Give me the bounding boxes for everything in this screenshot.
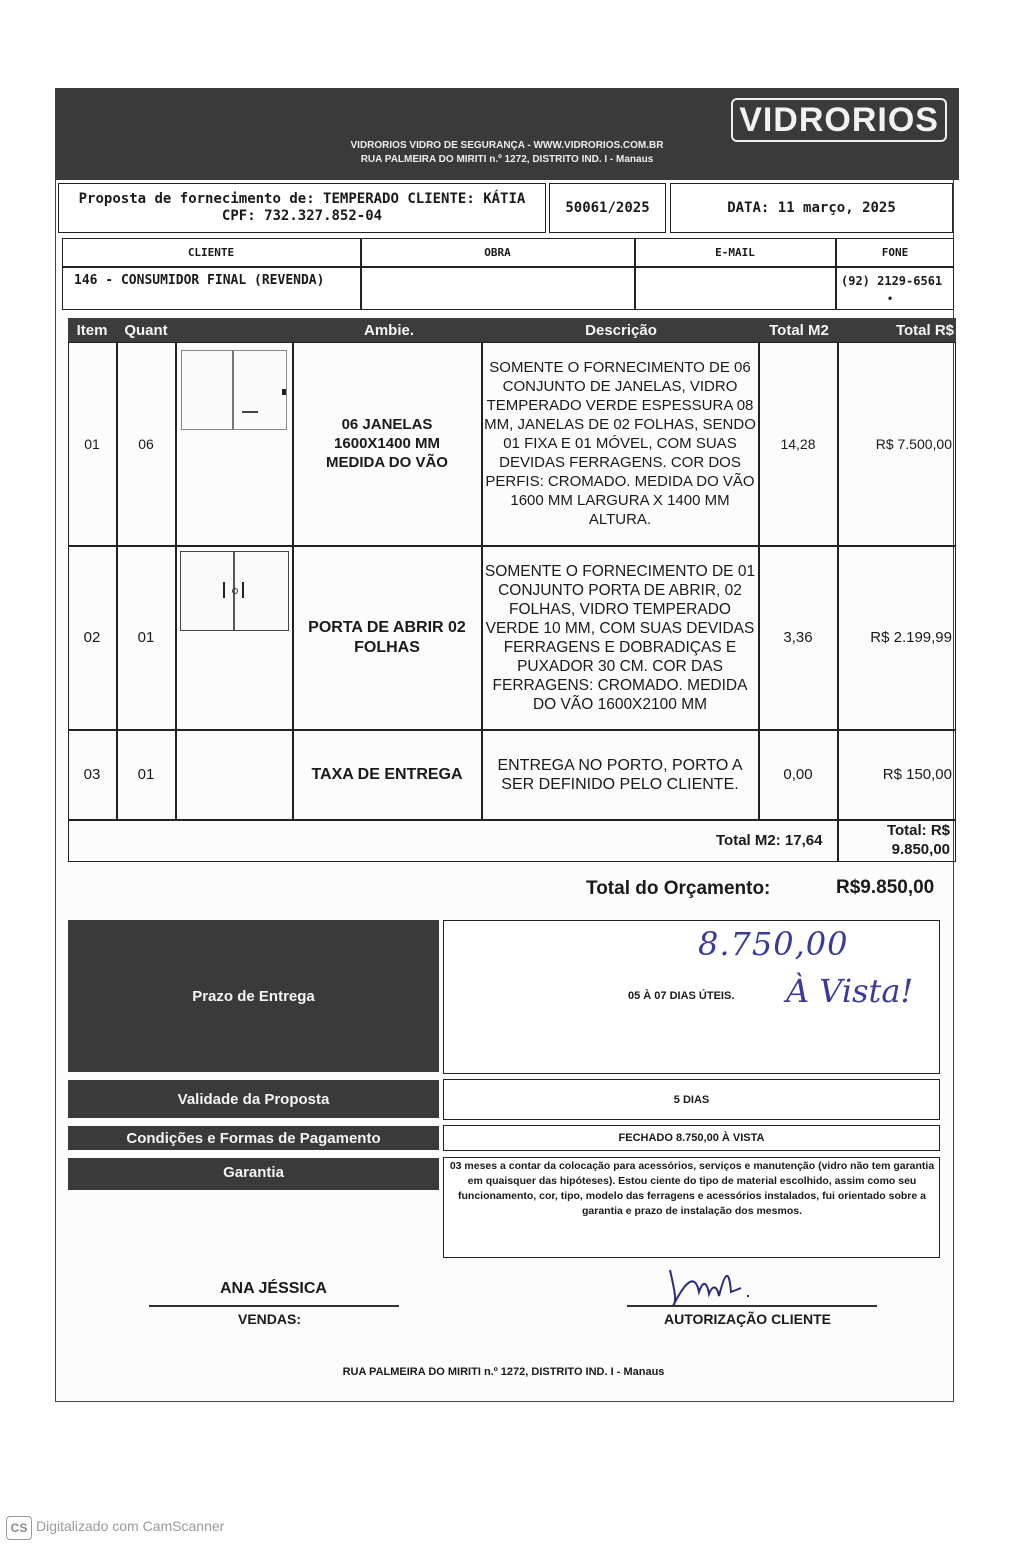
camscanner-badge: CS	[6, 1516, 32, 1540]
row3-total-rs: R$ 150,00	[882, 766, 952, 783]
validade-label: Validade da Proposta	[68, 1080, 439, 1118]
proposal-date-box	[670, 183, 953, 233]
items-header-ambiente: Ambie.	[176, 318, 482, 342]
garantia-label: Garantia	[68, 1158, 439, 1190]
row3-item: 03	[83, 766, 101, 783]
row2-total-rs: R$ 2.199,99	[870, 629, 952, 646]
handwritten-note: À Vista!	[786, 972, 914, 1010]
row1-item: 01	[84, 435, 100, 452]
client-name: 146 - CONSUMIDOR FINAL (REVENDA)	[74, 273, 325, 288]
items-header-total-rs: Total R$	[838, 318, 956, 342]
proposal-title-box	[58, 183, 546, 233]
proposal-title: Proposta de fornecimento de: TEMPERADO CLIENTE: KÁTIA CPF: 732.327.852-04	[78, 191, 526, 224]
proposal-number: 50061/2025	[565, 200, 650, 216]
client-label: AUTORIZAÇÃO CLIENTE	[664, 1311, 831, 1327]
row2-descricao: SOMENTE O FORNECIMENTO DE 01 CONJUNTO PORTA DE ABRIR, 02 FOLHAS, VIDRO TEMPERADO VERDE 10 MM, COM SUAS DEVIDAS FERRAGENS E DOBRADIÇAS E PUXADOR 30 CM. COR DAS FERRAGENS: CROMADO. MEDIDA DO VÃO 1600X2100 MM	[484, 562, 756, 713]
garantia-value: 03 meses a contar da colocação para acessórios, serviços e manutenção (vidro não tem garantia em quaisquer das hipóteses). Estou ciente do tipo de material escolhido, assim como seu funcionamento, cor, tipo, modelo das ferragens e acessórios instalados, fui orientado sobre a garantia e prazo de instalação dos mesmos.	[449, 1160, 935, 1217]
validade-value: 5 DIAS	[673, 1093, 710, 1106]
col-header-obra: OBRA	[484, 245, 511, 259]
condicoes-label: Condições e Formas de Pagamento	[68, 1126, 439, 1150]
client-phone-mark: •	[888, 291, 893, 305]
prazo-value: 05 À 07 DIAS ÚTEIS.	[628, 990, 735, 1002]
condicoes-value: FECHADO 8.750,00 À VISTA	[618, 1132, 765, 1144]
row1-descricao: SOMENTE O FORNECIMENTO DE 06 CONJUNTO DE JANELAS, VIDRO TEMPERADO VERDE ESPESSURA 08 MM, JANELAS DE 02 FOLHAS, SENDO 01 FIXA E 01 MÓVEL, COM SUAS DEVIDAS FERRAGENS. COR DOS PERFIS: CROMADO. MEDIDA DO VÃO 1600 MM LARGURA X 1400 MM ALTURA.	[484, 359, 756, 528]
prazo-label: Prazo de Entrega	[68, 920, 439, 1072]
items-header-quant: Quant	[116, 318, 176, 342]
total-rs-label: Total: R$	[886, 822, 950, 839]
footer-address: RUA PALMEIRA DO MIRITI n.º 1272, DISTRITO IND. I - Manaus	[342, 1366, 665, 1378]
row3-ambiente: TAXA DE ENTREGA	[311, 765, 463, 783]
total-m2-summary: Total M2: 17,64	[716, 832, 823, 849]
row3-quant: 01	[137, 766, 155, 783]
row2-item: 02	[83, 629, 101, 646]
header-line-1: VIDRORIOS VIDRO DE SEGURANÇA - WWW.VIDRORIOS.COM.BR	[350, 140, 664, 151]
client-signature-line	[627, 1305, 877, 1307]
proposal-number-box	[549, 183, 666, 233]
row1-total-rs: R$ 7.500,00	[875, 435, 952, 452]
seller-label: VENDAS:	[238, 1311, 302, 1327]
budget-total-label: Total do Orçamento:	[586, 878, 771, 899]
row1-ambiente: 06 JANELAS 1600X1400 MM MEDIDA DO VÃO	[326, 416, 448, 471]
door-icon	[180, 551, 289, 631]
items-header-total-m2: Total M2	[760, 318, 838, 342]
budget-total-value: R$9.850,00	[836, 877, 935, 898]
header-line-2: RUA PALMEIRA DO MIRITI n.º 1272, DISTRITO IND. I - Manaus	[360, 154, 654, 165]
col-header-email: E-MAIL	[715, 245, 755, 259]
handwritten-price: 8.750,00	[698, 925, 849, 963]
row3-descricao: ENTREGA NO PORTO, PORTO A SER DEFINIDO PELO CLIENTE.	[497, 756, 743, 793]
seller-name: ANA JÉSSICA	[220, 1280, 327, 1297]
col-header-cliente: CLIENTE	[187, 245, 235, 259]
seller-signature-line	[149, 1305, 399, 1307]
row1-quant: 06	[138, 435, 154, 452]
row3-total-m2: 0,00	[783, 766, 813, 783]
client-phone: (92) 2129-6561	[841, 274, 943, 288]
row2-quant: 01	[137, 629, 155, 646]
proposal-date: DATA: 11 março, 2025	[727, 200, 896, 216]
row2-ambiente: PORTA DE ABRIR 02 FOLHAS	[308, 618, 466, 656]
col-header-fone: FONE	[881, 245, 909, 259]
header-banner	[55, 88, 959, 180]
window-icon	[181, 350, 287, 430]
items-header-item: Item	[68, 318, 116, 342]
row2-total-m2: 3,36	[783, 629, 813, 646]
items-header-descricao: Descrição	[482, 318, 760, 342]
camscanner-watermark: Digitalizado com CamScanner	[36, 1518, 225, 1534]
total-rs-value: 9.850,00	[891, 841, 950, 858]
company-logo: VIDRORIOS	[731, 98, 947, 142]
row1-total-m2: 14,28	[780, 435, 816, 452]
